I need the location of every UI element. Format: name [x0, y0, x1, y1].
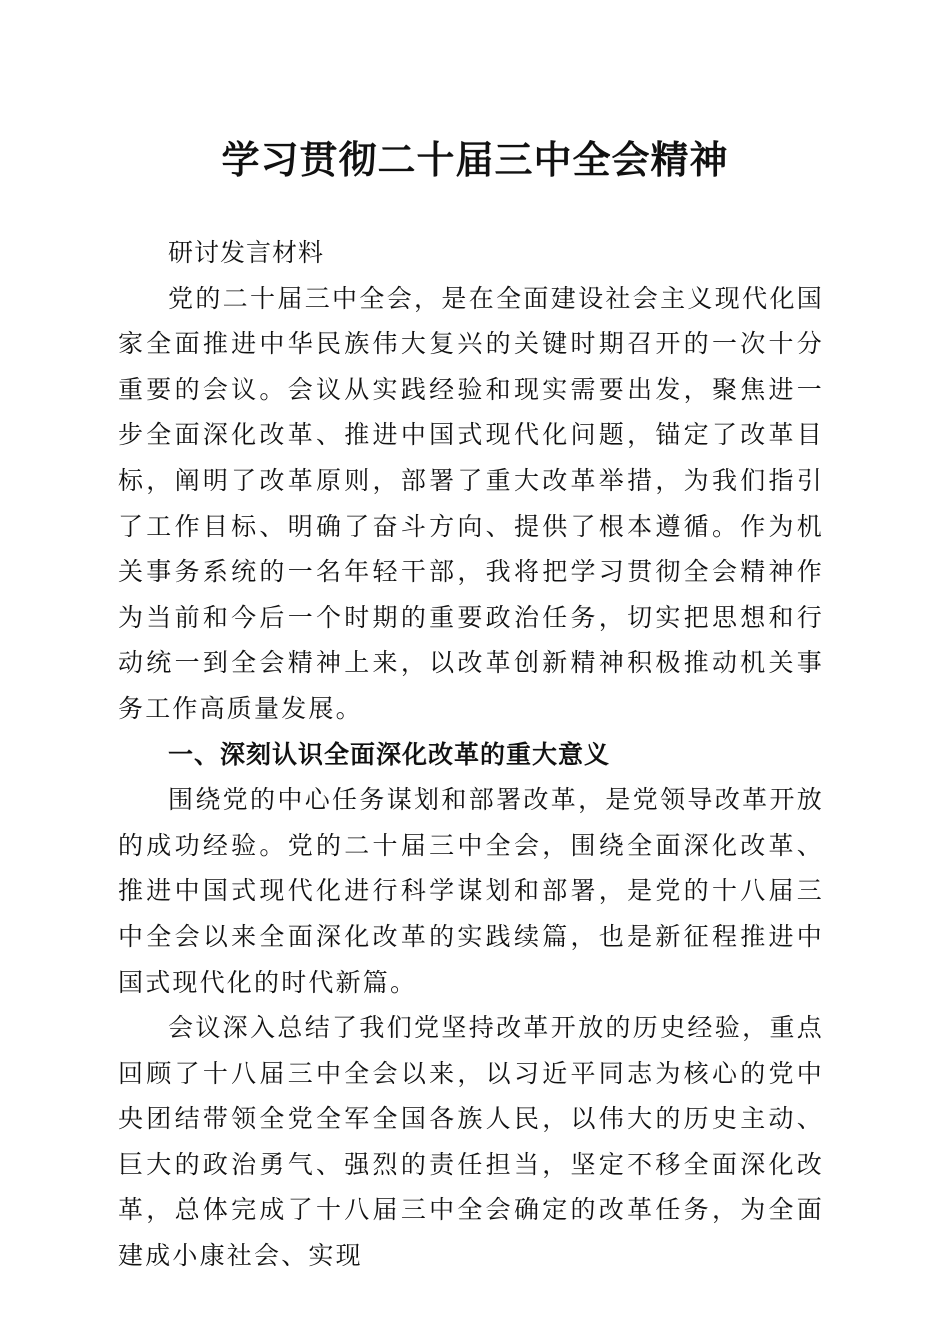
- subtitle-label: 研讨发言材料: [168, 238, 325, 267]
- section-paragraph-2: 会议深入总结了我们党坚持改革开放的历史经验，重点回顾了十八届三中全会以来，以习近平同志为核心的党中央团结带领全党全军全国各族人民，以伟大的历史主动、巨大的政治勇气、强烈的责任担当，坚定不移全面深化改革，总体完成了十八届三中全会确定的改革任务，为全面建成小康社会、实现: [118, 1013, 824, 1271]
- section-paragraph-1: 围绕党的中心任务谋划和部署改革，是党领导改革开放的成功经验。党的二十届三中全会，围绕全面深化改革、推进中国式现代化进行科学谋划和部署，是党的十八届三中全会以来全面深化改革的实践续篇，也是新征程推进中国式现代化的时代新篇。: [118, 785, 824, 997]
- section-heading: 一、深刻认识全面深化改革的重大意义: [168, 739, 611, 769]
- document-title: 学习贯彻二十届三中全会精神: [221, 137, 729, 182]
- intro-paragraph: 党的二十届三中全会，是在全面建设社会主义现代化国家全面推进中华民族伟大复兴的关键时期召开的一次十分重要的会议。会议从实践经验和现实需要出发，聚焦进一步全面深化改革、推进中国式现代化问题，锚定了改革目标，阐明了改革原则，部署了重大改革举措，为我们指引了工作目标、明确了奋斗方向、提供了根本遵循。作为机关事务系统的一名年轻干部，我将把学习贯彻全会精神作为当前和今后一个时期的重要政治任务，切实把思想和行动统一到全会精神上来，以改革创新精神积极推动机关事务工作高质量发展。: [118, 283, 824, 723]
- document-body: [118, 230, 824, 1279]
